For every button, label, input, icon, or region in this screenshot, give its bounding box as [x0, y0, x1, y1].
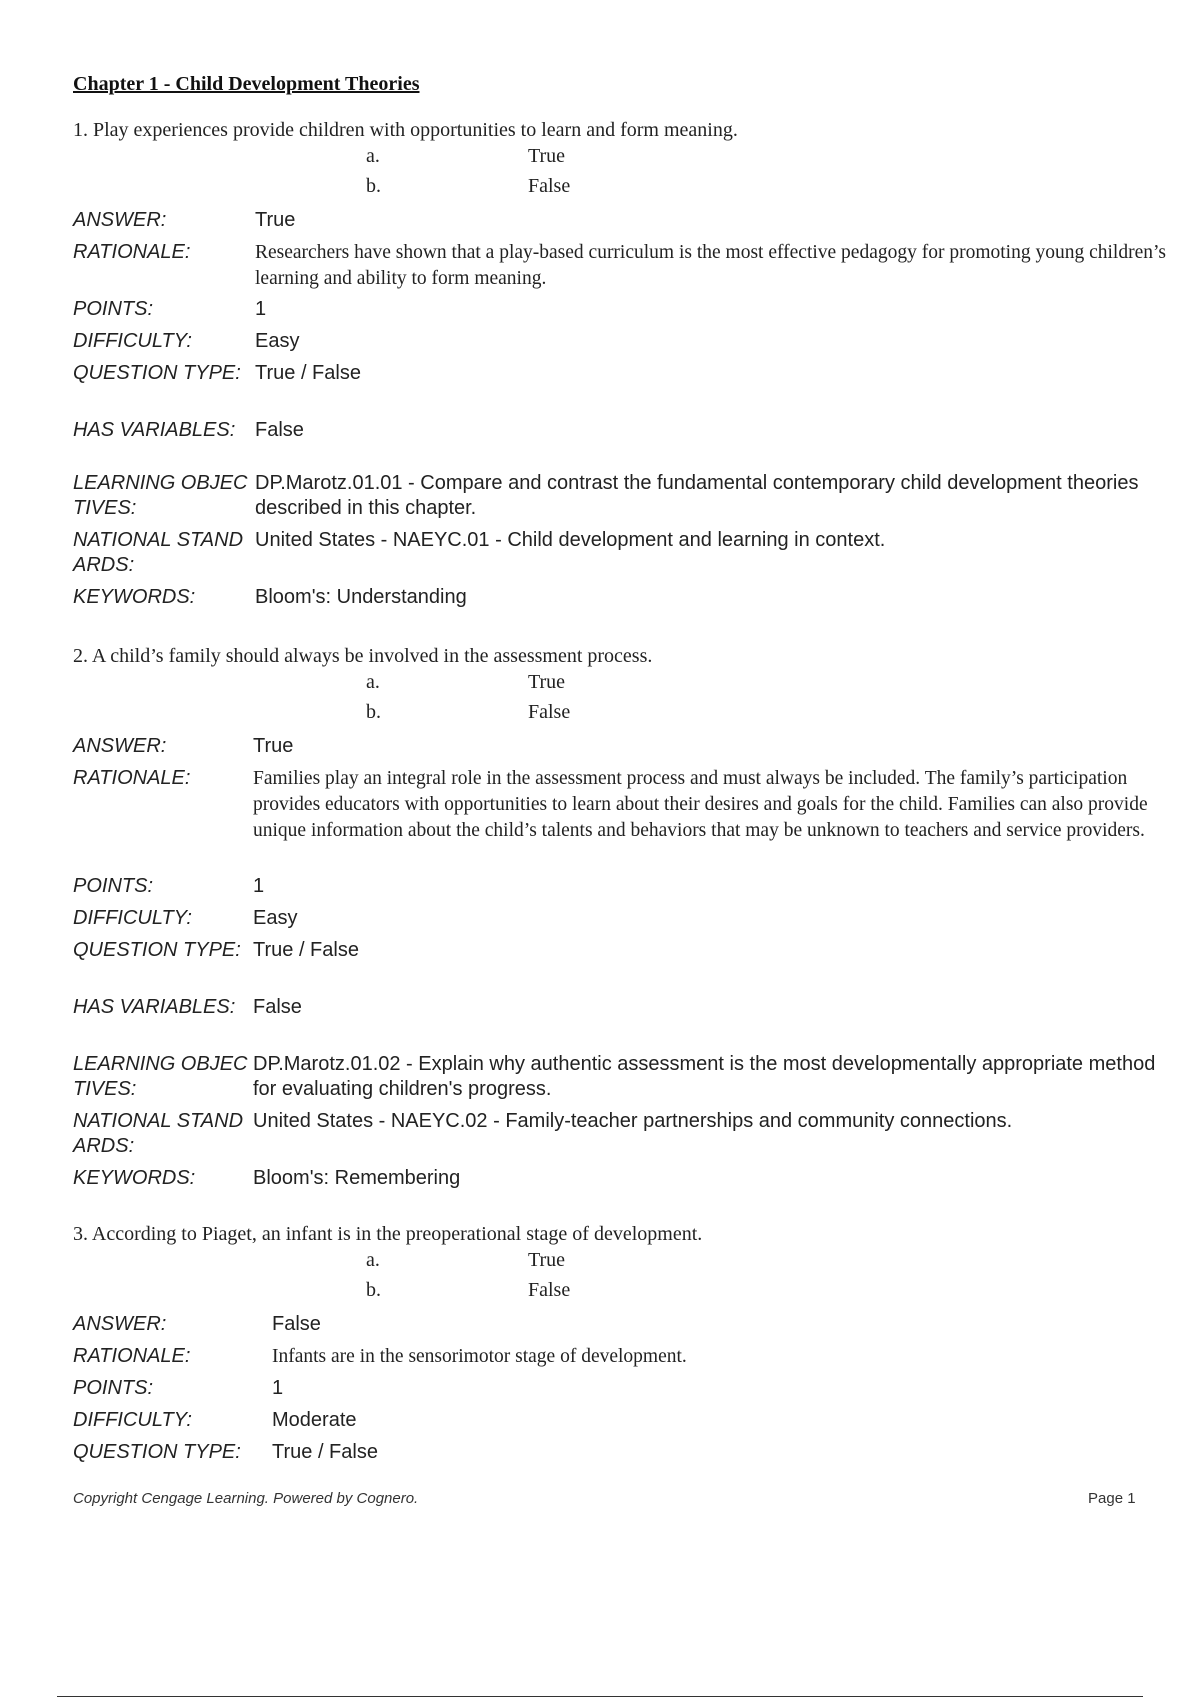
option-letter: a. — [366, 145, 380, 167]
has-variables-row — [73, 995, 1173, 1052]
learning-objectives-value: DP.Marotz.01.02 - Explain why authentic assessment is the most developmentally appropriate method for evaluating children's progress. — [253, 1053, 1156, 1100]
national-standards-row — [73, 528, 1173, 585]
answer-value: True — [253, 735, 294, 757]
difficulty-label: DIFFICULTY: — [73, 330, 192, 352]
option-letter: b. — [366, 1279, 381, 1301]
page-divider — [57, 1696, 1143, 1697]
question-type-value: True / False — [253, 939, 359, 961]
option-letter: b. — [366, 175, 381, 197]
option-letter: a. — [366, 671, 380, 693]
keywords-row — [73, 585, 1173, 617]
points-row — [73, 297, 1173, 329]
page-number: Page 1 — [1088, 1490, 1136, 1507]
question-type-label: QUESTION TYPE: — [73, 1441, 241, 1463]
keywords-value: Bloom's: Remembering — [253, 1167, 461, 1189]
difficulty-value: Easy — [253, 907, 298, 929]
rationale-label: RATIONALE: — [73, 1345, 191, 1367]
option-a — [73, 671, 1173, 701]
question-1 — [73, 117, 1173, 617]
rationale-label: RATIONALE: — [73, 767, 191, 789]
has-variables-label: HAS VARIABLES: — [73, 419, 236, 441]
difficulty-value: Easy — [255, 330, 300, 352]
question-type-row — [73, 938, 1173, 995]
answer-label: ANSWER: — [73, 735, 167, 757]
question-type-label: QUESTION TYPE: — [73, 939, 241, 961]
national-standards-label: NATIONAL STANDARDS: — [73, 529, 244, 576]
has-variables-label: HAS VARIABLES: — [73, 996, 236, 1018]
national-standards-label: NATIONAL STANDARDS: — [73, 1110, 244, 1157]
answer-row — [73, 734, 1173, 766]
answer-value: True — [255, 209, 296, 231]
points-value: 1 — [272, 1377, 284, 1399]
question-type-value: True / False — [272, 1441, 378, 1463]
has-variables-value: False — [255, 419, 304, 441]
option-value: False — [528, 1279, 571, 1301]
question-type-label: QUESTION TYPE: — [73, 362, 241, 384]
keywords-label: KEYWORDS: — [73, 1167, 196, 1189]
answer-label: ANSWER: — [73, 1313, 167, 1335]
question-type-value: True / False — [255, 362, 361, 384]
points-label: POINTS: — [73, 1377, 154, 1399]
option-a — [73, 1249, 1173, 1279]
national-standards-value: United States - NAEYC.01 - Child development and learning in context. — [255, 529, 886, 551]
question-text: 1. Play experiences provide children with opportunities to learn and form meaning. — [73, 119, 738, 141]
rationale-row — [73, 766, 1173, 874]
question-text: 2. A child’s family should always be involved in the assessment process. — [73, 645, 653, 667]
option-value: True — [528, 1249, 566, 1271]
option-letter: b. — [366, 701, 381, 723]
question-text: 3. According to Piaget, an infant is in the preoperational stage of development. — [73, 1223, 703, 1245]
points-value: 1 — [255, 298, 267, 320]
rationale-value: Researchers have shown that a play-based curriculum is the most effective pedagogy for promoting young children’s learning and ability to form meaning. — [255, 242, 1166, 289]
points-row — [73, 874, 1173, 906]
learning-objectives-value: DP.Marotz.01.01 - Compare and contrast the fundamental contemporary child development theories described in this chapter. — [255, 472, 1139, 519]
national-standards-row — [73, 1109, 1173, 1166]
rationale-label: RATIONALE: — [73, 241, 191, 263]
learning-objectives-label: LEARNING OBJECTIVES: — [73, 1053, 248, 1100]
option-value: True — [528, 671, 566, 693]
option-b — [73, 175, 1173, 205]
answer-label: ANSWER: — [73, 209, 167, 231]
learning-objectives-label: LEARNING OBJECTIVES: — [73, 472, 248, 519]
option-value: False — [528, 701, 571, 723]
question-3 — [73, 1221, 1173, 1472]
rationale-row — [73, 1344, 1173, 1376]
learning-objectives-row — [73, 1052, 1173, 1109]
rationale-row — [73, 240, 1173, 297]
option-letter: a. — [366, 1249, 380, 1271]
points-value: 1 — [253, 875, 265, 897]
keywords-row — [73, 1166, 1173, 1198]
has-variables-row — [73, 418, 1173, 471]
difficulty-value: Moderate — [272, 1409, 357, 1431]
question-2 — [73, 643, 1173, 1198]
option-a — [73, 145, 1173, 175]
answer-row — [73, 208, 1173, 240]
rationale-value: Infants are in the sensorimotor stage of development. — [272, 1346, 687, 1367]
difficulty-row — [73, 1408, 1173, 1440]
question-type-row — [73, 1440, 1173, 1472]
difficulty-label: DIFFICULTY: — [73, 907, 192, 929]
has-variables-value: False — [253, 996, 302, 1018]
option-b — [73, 1279, 1173, 1309]
points-label: POINTS: — [73, 298, 154, 320]
option-value: True — [528, 145, 566, 167]
keywords-label: KEYWORDS: — [73, 586, 196, 608]
keywords-value: Bloom's: Understanding — [255, 586, 467, 608]
rationale-value: Families play an integral role in the assessment process and must always be included. The family’s participation provides educators with opportunities to learn about their desires and goals for the child. Families can also provide unique information about the child’s talents and behaviors that may be unknown to teachers and service providers. — [253, 768, 1148, 841]
question-type-row — [73, 361, 1173, 418]
difficulty-label: DIFFICULTY: — [73, 1409, 192, 1431]
answer-row — [73, 1312, 1173, 1344]
option-b — [73, 701, 1173, 731]
option-value: False — [528, 175, 571, 197]
footer-copyright: Copyright Cengage Learning. Powered by Cognero. — [73, 1490, 419, 1507]
points-row — [73, 1376, 1173, 1408]
learning-objectives-row — [73, 471, 1173, 528]
difficulty-row — [73, 906, 1173, 938]
chapter-title: Chapter 1 - Child Development Theories — [73, 73, 420, 95]
difficulty-row — [73, 329, 1173, 361]
points-label: POINTS: — [73, 875, 154, 897]
answer-value: False — [272, 1313, 321, 1335]
national-standards-value: United States - NAEYC.02 - Family-teacher partnerships and community connections. — [253, 1110, 1013, 1132]
